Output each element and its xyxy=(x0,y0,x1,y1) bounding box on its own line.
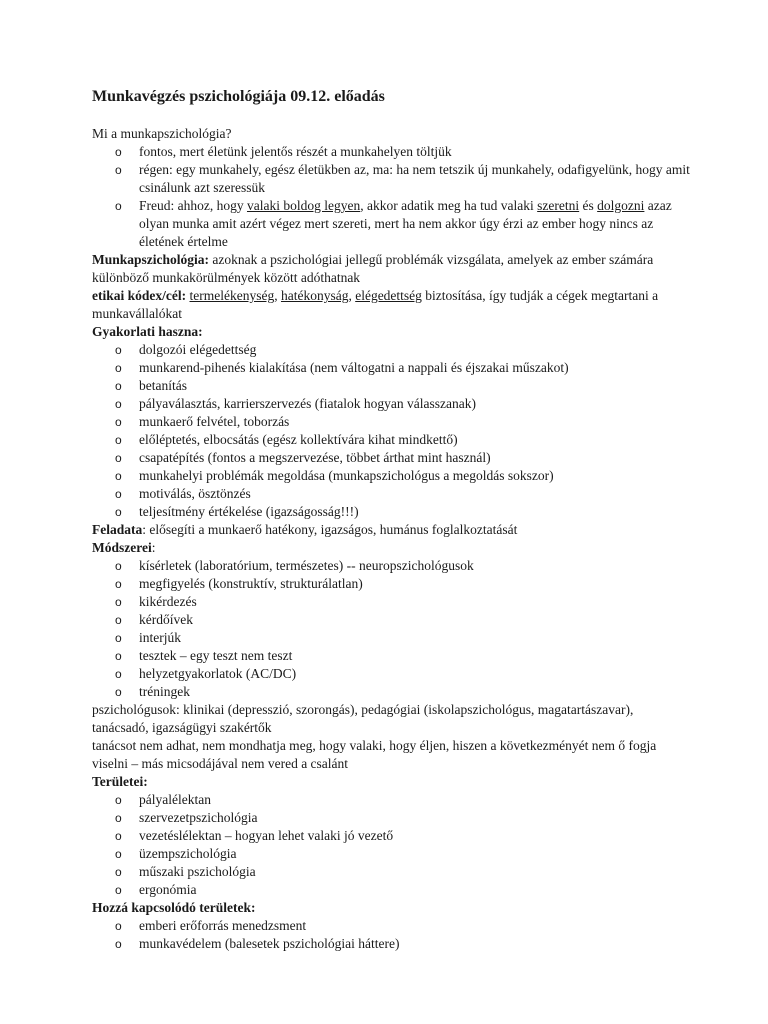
list-item: o teljesítmény értékelése (igazságosság!!!) xyxy=(92,503,692,521)
list-item: o tréningek xyxy=(92,683,692,701)
methods-heading: Módszerei xyxy=(92,540,152,555)
text-run: és xyxy=(579,198,598,213)
list-item: o régen: egy munkahely, egész életükben az, ma: ha nem tetszik új munkahely, odafigyelünk, hogy amit csinálunk azt szeressük xyxy=(92,161,692,197)
list-item: o interjúk xyxy=(92,629,692,647)
intro-question: Mi a munkapszichológia? xyxy=(92,126,232,141)
list-item: o munkaerő felvétel, toborzás xyxy=(92,413,692,431)
list-item: o üzempszichológia xyxy=(92,845,692,863)
list-item: o dolgozói elégedettség xyxy=(92,341,692,359)
list-item: o kikérdezés xyxy=(92,593,692,611)
list-item: o helyzetgyakorlatok (AC/DC) xyxy=(92,665,692,683)
list-item: o betanítás xyxy=(92,377,692,395)
related-list xyxy=(92,917,692,953)
text-run: : xyxy=(151,540,156,555)
ethics-paragraph xyxy=(92,287,692,323)
definition-text: azoknak a pszichológiai jellegű problémák vizsgálata, amelyek az ember számára különböző munkakörülmények között adóthatnak xyxy=(92,252,654,285)
list-item: o munkarend-pihenés kialakítása (nem váltogatni a nappali és éjszakai műszakot) xyxy=(92,359,692,377)
list-item: o motiválás, ösztönzés xyxy=(92,485,692,503)
task-text: : elősegíti a munkaerő hatékony, igazságos, humánus foglalkoztatását xyxy=(142,522,518,537)
text-run: azaz olyan munka amit azért végez mert szereti, mert ha nem akkor úgy érzi az ember hogy nincs az életének értelme xyxy=(139,198,672,249)
list-item xyxy=(92,197,692,251)
list-item: o szervezetpszichológia xyxy=(92,809,692,827)
list-item: o csapatépítés (fontos a megszervezése, többet árthat mint használ) xyxy=(92,449,692,467)
list-item: o pályaválasztás, karrierszervezés (fiatalok hogyan válasszanak) xyxy=(92,395,692,413)
list-item: o megfigyelés (konstruktív, strukturálatlan) xyxy=(92,575,692,593)
underlined-text: dolgozni xyxy=(597,198,645,213)
areas-heading: Területei: xyxy=(92,774,148,789)
list-item: o munkahelyi problémák megoldása (munkapszichológus a megoldás sokszor) xyxy=(92,467,692,485)
list-item: o munkavédelem (balesetek pszichológiai háttere) xyxy=(92,935,692,953)
text-run: Freud: ahhoz, hogy xyxy=(139,198,247,213)
list-item: o kísérletek (laboratórium, természetes) -- neuropszichológusok xyxy=(92,557,692,575)
task-term: Feladata xyxy=(92,522,143,537)
ethics-term: etikai kódex/cél: xyxy=(92,288,187,303)
text-run: , akkor adatik meg ha tud valaki xyxy=(360,198,538,213)
advice-paragraph: tanácsot nem adhat, nem mondhatja meg, hogy valaki, hogy éljen, hiszen a következményét nem ő fogja viselni – más micsodájával nem vered a csalánt xyxy=(92,738,657,771)
intro-list xyxy=(92,143,692,251)
list-item: o fontos, mert életünk jelentős részét a munkahelyen töltjük xyxy=(92,143,692,161)
text-run: , xyxy=(348,288,356,303)
list-item: o műszaki pszichológia xyxy=(92,863,692,881)
methods-list xyxy=(92,557,692,701)
document-title: Munkavégzés pszichológiája 09.12. előadás xyxy=(92,88,385,105)
related-heading: Hozzá kapcsolódó területek: xyxy=(92,900,256,915)
list-item: o kérdőívek xyxy=(92,611,692,629)
document-body xyxy=(92,86,692,953)
underlined-text: szeretni xyxy=(537,198,580,213)
list-item: o ergonómia xyxy=(92,881,692,899)
list-item: o előléptetés, elbocsátás (egész kollektívára kihat mindkettő) xyxy=(92,431,692,449)
definition-paragraph xyxy=(92,251,692,287)
task-paragraph xyxy=(92,521,692,539)
underlined-text: hatékonyság xyxy=(280,288,349,303)
areas-list xyxy=(92,791,692,899)
list-item: o pályalélektan xyxy=(92,791,692,809)
methods-heading-line xyxy=(92,539,692,557)
text-run: biztosítása, így tudják a cégek megtartani a munkavállalókat xyxy=(92,288,659,321)
practical-list xyxy=(92,341,692,521)
practical-heading: Gyakorlati haszna: xyxy=(92,324,203,339)
underlined-text: elégedettség xyxy=(355,288,422,303)
list-item: o tesztek – egy teszt nem teszt xyxy=(92,647,692,665)
underlined-text: valaki boldog legyen xyxy=(246,198,361,213)
list-item: o emberi erőforrás menedzsment xyxy=(92,917,692,935)
definition-term: Munkapszichológia: xyxy=(92,252,210,267)
list-item: o vezetéslélektan – hogyan lehet valaki jó vezető xyxy=(92,827,692,845)
text-run: , xyxy=(274,288,281,303)
underlined-text: termelékenység xyxy=(189,288,275,303)
psychologists-paragraph: pszichológusok: klinikai (depresszió, szorongás), pedagógiai (iskolapszichológus, magatartászavar), tanácsadó, igazságügyi szakértők xyxy=(92,702,634,735)
